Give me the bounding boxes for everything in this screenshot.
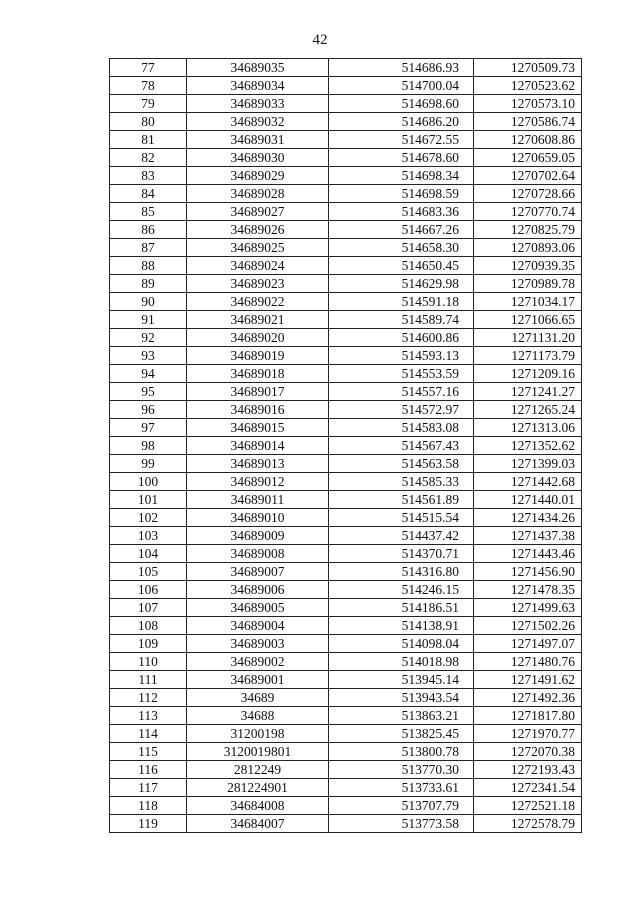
point-id-cell: 34689031: [187, 131, 329, 149]
point-number-cell: 114: [110, 725, 187, 743]
y-coordinate-cell: 1270989.78: [474, 275, 582, 293]
y-coordinate-cell: 1271480.76: [474, 653, 582, 671]
y-coordinate-cell: 1270939.35: [474, 257, 582, 275]
y-coordinate-cell: 1270509.73: [474, 59, 582, 77]
table-row: [110, 725, 582, 743]
point-id-cell: 34689013: [187, 455, 329, 473]
point-id-cell: 34689033: [187, 95, 329, 113]
x-coordinate-cell: 514667.26: [329, 221, 474, 239]
point-number-cell: 92: [110, 329, 187, 347]
point-number-cell: 111: [110, 671, 187, 689]
x-coordinate-cell: 514246.15: [329, 581, 474, 599]
point-id-cell: 34689003: [187, 635, 329, 653]
point-id-cell: 34684007: [187, 815, 329, 833]
y-coordinate-cell: 1271817.80: [474, 707, 582, 725]
table-row: [110, 743, 582, 761]
point-number-cell: 79: [110, 95, 187, 113]
y-coordinate-cell: 1272578.79: [474, 815, 582, 833]
table-row: [110, 653, 582, 671]
y-coordinate-cell: 1271442.68: [474, 473, 582, 491]
point-number-cell: 78: [110, 77, 187, 95]
y-coordinate-cell: 1271456.90: [474, 563, 582, 581]
x-coordinate-cell: 514138.91: [329, 617, 474, 635]
table-row: [110, 581, 582, 599]
point-number-cell: 108: [110, 617, 187, 635]
point-number-cell: 112: [110, 689, 187, 707]
y-coordinate-cell: 1270825.79: [474, 221, 582, 239]
point-number-cell: 82: [110, 149, 187, 167]
point-number-cell: 85: [110, 203, 187, 221]
point-number-cell: 94: [110, 365, 187, 383]
y-coordinate-cell: 1270573.10: [474, 95, 582, 113]
x-coordinate-cell: 514316.80: [329, 563, 474, 581]
y-coordinate-cell: 1271492.36: [474, 689, 582, 707]
x-coordinate-cell: 514186.51: [329, 599, 474, 617]
coordinates-table: [109, 58, 582, 833]
x-coordinate-cell: 513825.45: [329, 725, 474, 743]
table-row: [110, 815, 582, 833]
y-coordinate-cell: 1270523.62: [474, 77, 582, 95]
point-id-cell: 34689017: [187, 383, 329, 401]
point-number-cell: 96: [110, 401, 187, 419]
point-number-cell: 80: [110, 113, 187, 131]
x-coordinate-cell: 514561.89: [329, 491, 474, 509]
x-coordinate-cell: 514672.55: [329, 131, 474, 149]
point-id-cell: 34689024: [187, 257, 329, 275]
x-coordinate-cell: 513800.78: [329, 743, 474, 761]
x-coordinate-cell: 514553.59: [329, 365, 474, 383]
point-number-cell: 77: [110, 59, 187, 77]
x-coordinate-cell: 514698.60: [329, 95, 474, 113]
y-coordinate-cell: 1271491.62: [474, 671, 582, 689]
x-coordinate-cell: 514593.13: [329, 347, 474, 365]
table-row: [110, 671, 582, 689]
x-coordinate-cell: 514515.54: [329, 509, 474, 527]
table-row: [110, 257, 582, 275]
table-row: [110, 635, 582, 653]
point-id-cell: 34689007: [187, 563, 329, 581]
point-number-cell: 104: [110, 545, 187, 563]
table-row: [110, 311, 582, 329]
y-coordinate-cell: 1271440.01: [474, 491, 582, 509]
point-number-cell: 90: [110, 293, 187, 311]
x-coordinate-cell: 514658.30: [329, 239, 474, 257]
x-coordinate-cell: 514700.04: [329, 77, 474, 95]
table-row: [110, 707, 582, 725]
point-id-cell: 34684008: [187, 797, 329, 815]
table-row: [110, 473, 582, 491]
x-coordinate-cell: 514686.20: [329, 113, 474, 131]
point-id-cell: 34689032: [187, 113, 329, 131]
table-row: [110, 689, 582, 707]
point-id-cell: 34689010: [187, 509, 329, 527]
x-coordinate-cell: 514589.74: [329, 311, 474, 329]
point-number-cell: 87: [110, 239, 187, 257]
point-id-cell: 34689009: [187, 527, 329, 545]
y-coordinate-cell: 1271437.38: [474, 527, 582, 545]
point-id-cell: 34688: [187, 707, 329, 725]
y-coordinate-cell: 1271399.03: [474, 455, 582, 473]
table-row: [110, 527, 582, 545]
point-id-cell: 34689004: [187, 617, 329, 635]
point-id-cell: 34689029: [187, 167, 329, 185]
y-coordinate-cell: 1272193.43: [474, 761, 582, 779]
x-coordinate-cell: 513707.79: [329, 797, 474, 815]
point-id-cell: 34689028: [187, 185, 329, 203]
y-coordinate-cell: 1271131.20: [474, 329, 582, 347]
x-coordinate-cell: 514683.36: [329, 203, 474, 221]
point-number-cell: 86: [110, 221, 187, 239]
table-row: [110, 509, 582, 527]
point-number-cell: 98: [110, 437, 187, 455]
point-number-cell: 93: [110, 347, 187, 365]
y-coordinate-cell: 1271209.16: [474, 365, 582, 383]
point-number-cell: 83: [110, 167, 187, 185]
point-id-cell: 34689006: [187, 581, 329, 599]
point-id-cell: 34689025: [187, 239, 329, 257]
x-coordinate-cell: 514698.34: [329, 167, 474, 185]
x-coordinate-cell: 514437.42: [329, 527, 474, 545]
x-coordinate-cell: 514567.43: [329, 437, 474, 455]
table-row: [110, 383, 582, 401]
x-coordinate-cell: 513733.61: [329, 779, 474, 797]
point-number-cell: 115: [110, 743, 187, 761]
point-id-cell: 34689020: [187, 329, 329, 347]
y-coordinate-cell: 1271066.65: [474, 311, 582, 329]
y-coordinate-cell: 1270586.74: [474, 113, 582, 131]
point-number-cell: 81: [110, 131, 187, 149]
table-row: [110, 203, 582, 221]
x-coordinate-cell: 514650.45: [329, 257, 474, 275]
x-coordinate-cell: 513945.14: [329, 671, 474, 689]
point-id-cell: 34689030: [187, 149, 329, 167]
table-row: [110, 131, 582, 149]
point-number-cell: 118: [110, 797, 187, 815]
point-id-cell: 34689022: [187, 293, 329, 311]
point-id-cell: 34689015: [187, 419, 329, 437]
table-row: [110, 239, 582, 257]
y-coordinate-cell: 1270893.06: [474, 239, 582, 257]
x-coordinate-cell: 514572.97: [329, 401, 474, 419]
point-id-cell: 31200198: [187, 725, 329, 743]
y-coordinate-cell: 1272341.54: [474, 779, 582, 797]
y-coordinate-cell: 1270770.74: [474, 203, 582, 221]
table-row: [110, 275, 582, 293]
table-row: [110, 59, 582, 77]
y-coordinate-cell: 1271502.26: [474, 617, 582, 635]
table-row: [110, 95, 582, 113]
x-coordinate-cell: 514563.58: [329, 455, 474, 473]
y-coordinate-cell: 1272521.18: [474, 797, 582, 815]
y-coordinate-cell: 1271434.26: [474, 509, 582, 527]
point-number-cell: 103: [110, 527, 187, 545]
table-row: [110, 797, 582, 815]
x-coordinate-cell: 514698.59: [329, 185, 474, 203]
x-coordinate-cell: 514018.98: [329, 653, 474, 671]
point-number-cell: 106: [110, 581, 187, 599]
point-number-cell: 88: [110, 257, 187, 275]
table-row: [110, 401, 582, 419]
x-coordinate-cell: 514591.18: [329, 293, 474, 311]
point-id-cell: 34689: [187, 689, 329, 707]
point-id-cell: 2812249: [187, 761, 329, 779]
table-row: [110, 185, 582, 203]
y-coordinate-cell: 1271497.07: [474, 635, 582, 653]
point-number-cell: 119: [110, 815, 187, 833]
y-coordinate-cell: 1270659.05: [474, 149, 582, 167]
point-number-cell: 84: [110, 185, 187, 203]
point-id-cell: 34689005: [187, 599, 329, 617]
point-number-cell: 110: [110, 653, 187, 671]
y-coordinate-cell: 1272070.38: [474, 743, 582, 761]
table-row: [110, 221, 582, 239]
y-coordinate-cell: 1271313.06: [474, 419, 582, 437]
point-number-cell: 91: [110, 311, 187, 329]
x-coordinate-cell: 514557.16: [329, 383, 474, 401]
point-number-cell: 107: [110, 599, 187, 617]
point-id-cell: 34689011: [187, 491, 329, 509]
x-coordinate-cell: 513773.58: [329, 815, 474, 833]
table-row: [110, 599, 582, 617]
y-coordinate-cell: 1271352.62: [474, 437, 582, 455]
x-coordinate-cell: 513943.54: [329, 689, 474, 707]
y-coordinate-cell: 1271034.17: [474, 293, 582, 311]
table-row: [110, 167, 582, 185]
table-row: [110, 779, 582, 797]
point-number-cell: 99: [110, 455, 187, 473]
point-id-cell: 34689014: [187, 437, 329, 455]
point-id-cell: 281224901: [187, 779, 329, 797]
point-id-cell: 34689008: [187, 545, 329, 563]
y-coordinate-cell: 1270728.66: [474, 185, 582, 203]
y-coordinate-cell: 1271443.46: [474, 545, 582, 563]
point-id-cell: 34689034: [187, 77, 329, 95]
x-coordinate-cell: 514629.98: [329, 275, 474, 293]
table-row: [110, 293, 582, 311]
table-row: [110, 455, 582, 473]
point-id-cell: 34689035: [187, 59, 329, 77]
table-row: [110, 149, 582, 167]
point-number-cell: 102: [110, 509, 187, 527]
y-coordinate-cell: 1271241.27: [474, 383, 582, 401]
table-row: [110, 113, 582, 131]
point-number-cell: 109: [110, 635, 187, 653]
table-body: [110, 59, 582, 833]
table-row: [110, 365, 582, 383]
point-number-cell: 117: [110, 779, 187, 797]
point-number-cell: 97: [110, 419, 187, 437]
point-id-cell: 3120019801: [187, 743, 329, 761]
y-coordinate-cell: 1271499.63: [474, 599, 582, 617]
y-coordinate-cell: 1271478.35: [474, 581, 582, 599]
point-number-cell: 113: [110, 707, 187, 725]
x-coordinate-cell: 513863.21: [329, 707, 474, 725]
x-coordinate-cell: 514098.04: [329, 635, 474, 653]
page-number: 42: [312, 32, 328, 48]
table-row: [110, 419, 582, 437]
point-id-cell: 34689027: [187, 203, 329, 221]
y-coordinate-cell: 1271265.24: [474, 401, 582, 419]
y-coordinate-cell: 1271173.79: [474, 347, 582, 365]
table-row: [110, 617, 582, 635]
table-row: [110, 347, 582, 365]
table-row: [110, 563, 582, 581]
y-coordinate-cell: 1270702.64: [474, 167, 582, 185]
x-coordinate-cell: 513770.30: [329, 761, 474, 779]
table-row: [110, 761, 582, 779]
point-number-cell: 101: [110, 491, 187, 509]
point-number-cell: 95: [110, 383, 187, 401]
x-coordinate-cell: 514600.86: [329, 329, 474, 347]
point-id-cell: 34689023: [187, 275, 329, 293]
point-id-cell: 34689002: [187, 653, 329, 671]
point-number-cell: 116: [110, 761, 187, 779]
point-id-cell: 34689016: [187, 401, 329, 419]
table-row: [110, 545, 582, 563]
x-coordinate-cell: 514370.71: [329, 545, 474, 563]
point-id-cell: 34689026: [187, 221, 329, 239]
point-id-cell: 34689001: [187, 671, 329, 689]
x-coordinate-cell: 514585.33: [329, 473, 474, 491]
point-number-cell: 100: [110, 473, 187, 491]
table-row: [110, 491, 582, 509]
x-coordinate-cell: 514678.60: [329, 149, 474, 167]
x-coordinate-cell: 514686.93: [329, 59, 474, 77]
point-id-cell: 34689012: [187, 473, 329, 491]
point-number-cell: 89: [110, 275, 187, 293]
point-id-cell: 34689021: [187, 311, 329, 329]
point-id-cell: 34689018: [187, 365, 329, 383]
table-row: [110, 437, 582, 455]
table-row: [110, 77, 582, 95]
point-number-cell: 105: [110, 563, 187, 581]
y-coordinate-cell: 1271970.77: [474, 725, 582, 743]
table-row: [110, 329, 582, 347]
point-id-cell: 34689019: [187, 347, 329, 365]
y-coordinate-cell: 1270608.86: [474, 131, 582, 149]
x-coordinate-cell: 514583.08: [329, 419, 474, 437]
